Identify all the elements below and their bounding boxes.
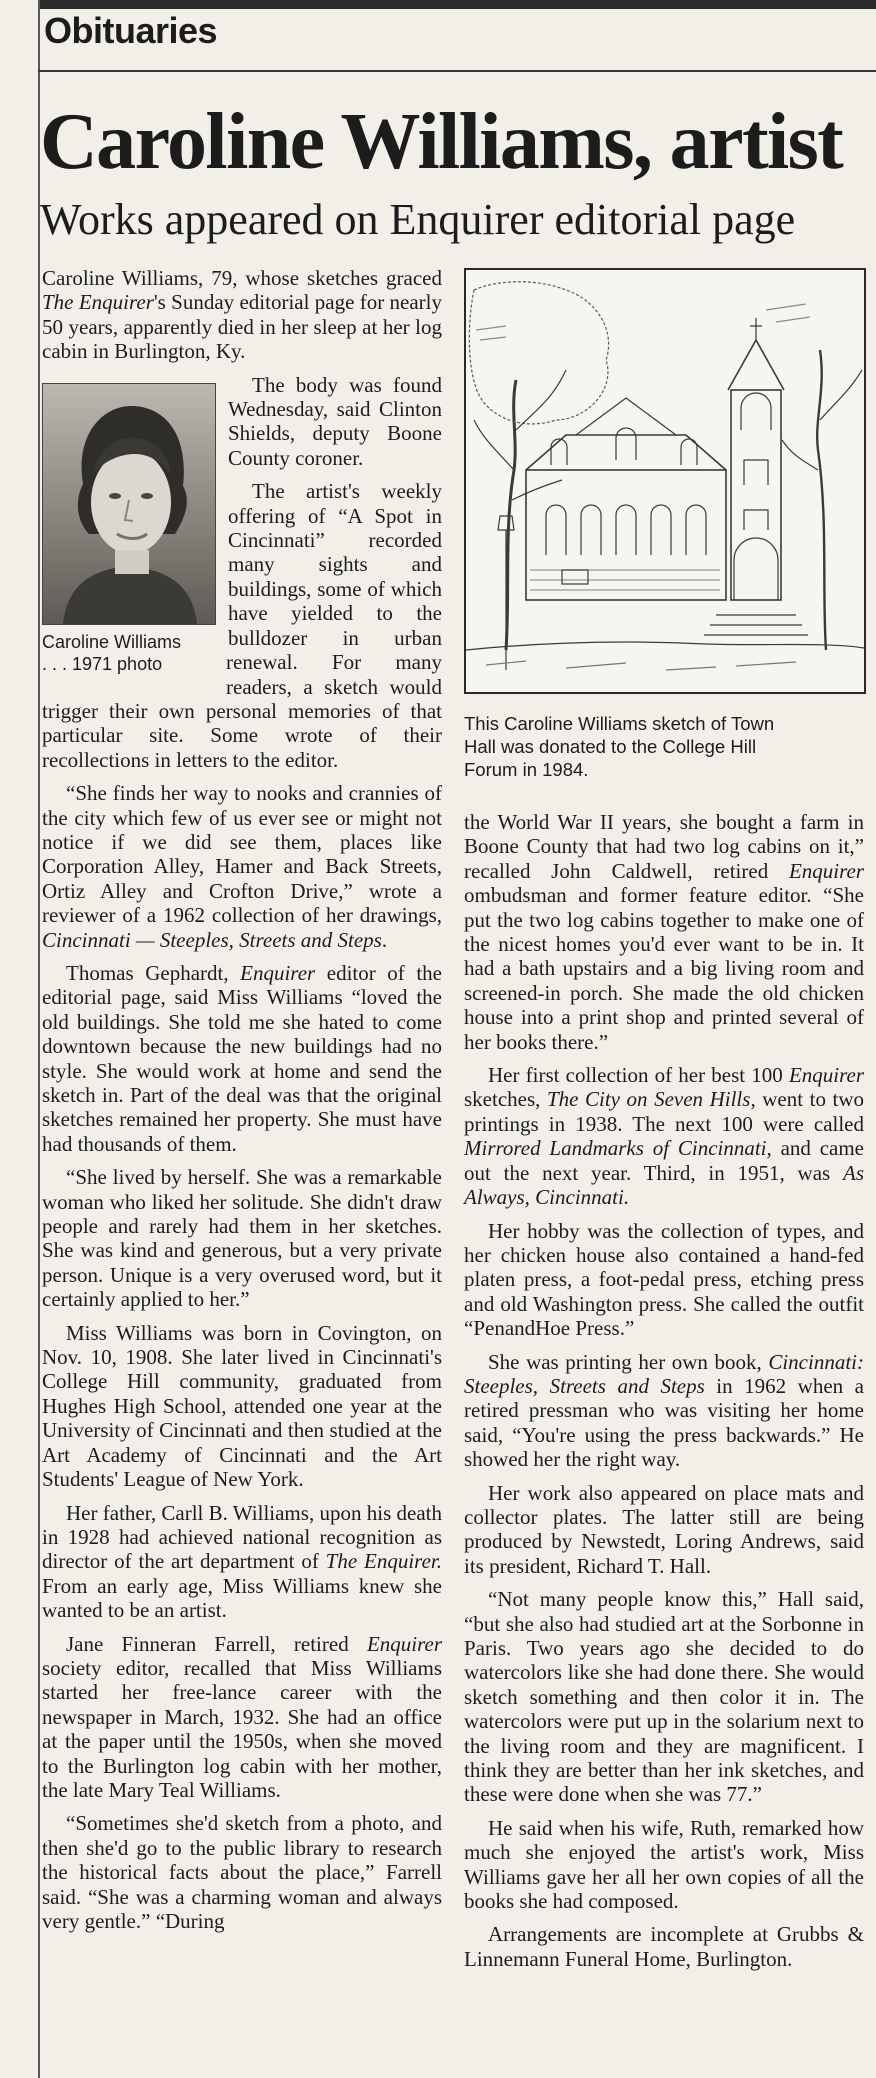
sketch-caption: This Caroline Williams sketch of Town Hall was donated to the College Hill Forum in 1984. — [464, 713, 775, 780]
paragraph — [42, 1501, 442, 1623]
paragraph — [464, 1063, 864, 1209]
portrait-photo — [42, 383, 216, 625]
italic-run: Cincinnati — Steeples, Streets and Steps — [42, 927, 382, 952]
text-run: He said when his wife, Ruth, remarked how much she enjoyed the artist's work, Miss Williams gave her all her own copies of all the books she had composed. — [464, 1815, 864, 1914]
article-column-2 — [464, 810, 864, 1980]
town-hall-sketch — [464, 268, 866, 694]
section-rule — [38, 70, 876, 72]
paragraph — [464, 1922, 864, 1971]
text-run: Her father, Carll B. Williams, upon his death in 1928 had achieved national recognition as director of the art department of — [42, 1500, 442, 1574]
text-run: editor of the editorial page, said Miss Williams “loved the old buildings. She told me she hated to come downtown because the new buildings had no style. She would work at home and send the sketch in. Part of the deal was that the original sketches remained her property. She must have had thousands of them. — [42, 960, 442, 1156]
text-run: “She lived by herself. She was a remarkable woman who liked her solitude. She didn't draw people and rarely had them in her sketches. She was kind and generous, but a very private person. Unique is a very overused word, but it certainly applied to her.” — [42, 1165, 442, 1312]
left-column-rule — [38, 0, 40, 2078]
photo-caption: Caroline Williams . . . 1971 photo — [42, 631, 182, 674]
text-run: 's Sunday editorial page for nearly 50 years, apparently died in her sleep at her log cabin in Burlington, Ky. — [42, 290, 442, 364]
article-column-1 — [42, 266, 442, 1942]
italic-run: Enquirer — [788, 858, 864, 883]
paragraph — [464, 1481, 864, 1579]
headline: Caroline Williams, artist — [40, 98, 843, 186]
text-run: sketches, — [464, 1087, 547, 1112]
text-run: Thomas Gephardt, — [66, 960, 241, 985]
paragraph — [464, 1587, 864, 1807]
text-run: society editor, recalled that Miss Williams started her free-lance career with the newspaper in March, 1932. She had an office at the paper until the 1950s, when she moved to the Burlington log cabin with her mother, the late Mary Teal Williams. — [42, 1655, 442, 1802]
portrait-image — [43, 384, 215, 624]
text-run: Her work also appeared on place mats and collector plates. The latter still are being produced by Newstedt, Loring Andrews, said its president, Richard T. Hall. — [464, 1480, 864, 1578]
italic-run: As Always, Cincinnati. — [464, 1160, 864, 1210]
italic-run: Enquirer — [240, 960, 316, 985]
section-title: Obituaries — [44, 10, 218, 51]
text-run: The body was found Wednesday, said Clinton Shields, deputy Boone County coroner. — [228, 372, 442, 470]
italic-run: The Enquirer. — [325, 1549, 442, 1574]
text-run: in 1962 when a retired pressman who was visiting her home said, “You're using the press backwards.” He showed her the right way. — [464, 1373, 864, 1472]
text-run: Her hobby was the collection of types, and her chicken house also contained a hand-fed platen press, a foot-pedal press, etching press and old Washington press. She called the outfit “PenandHoe Press.” — [464, 1218, 864, 1341]
text-run: “She finds her way to nooks and crannies of the city which few of us ever see or might not notice if we did see them, places like Corporation Alley, Hamer and Back Streets, Ortiz Alley and Crofton Drive,” wrote a reviewer of a 1962 collection of her drawings, — [42, 781, 442, 928]
italic-run: The City on Seven Hills, — [546, 1087, 756, 1112]
text-run: Miss Williams was born in Covington, on Nov. 10, 1908. She later lived in Cincinnati's College Hill community, graduated from Hughes High School, attended one year at the University of Cincinnati and then studied at the Art Academy of Cincinnati and the Art Students' League of New York. — [42, 1320, 442, 1492]
paragraph — [464, 810, 864, 1054]
text-run: “Not many people know this,” Hall said, “but she also had studied art at the Sorbonne in Paris. Two years ago she decided to do watercolors like she had done there. She would sketch something and then color it in. The watercolors were put up in the solarium next to the living room and they are magnificent. I think they are better than her ink sketches, and these were done when she was 77.” — [464, 1587, 864, 1807]
text-run: the World War II years, she bought a farm in Boone County that had two log cabins on it,” recalled John Caldwell, retired — [464, 810, 864, 883]
sketch-drawing — [466, 270, 864, 692]
text-run: . — [381, 927, 388, 952]
paragraph — [42, 1321, 442, 1492]
italic-run: Mirrored Landmarks of Cincinnati, — [464, 1136, 772, 1161]
text-run: From an early age, Miss Williams knew she wanted to be an artist. — [42, 1573, 442, 1623]
paragraph — [42, 1165, 442, 1311]
text-run: went to two printings in 1938. The next 100 were called — [464, 1087, 864, 1136]
paragraph — [42, 781, 442, 952]
italic-run: Enquirer — [366, 1631, 442, 1656]
text-run: Her first collection of her best 100 — [488, 1063, 789, 1088]
text-run: Arrangements are incomplete at Grubbs & Linnemann Funeral Home, Burlington. — [464, 1922, 864, 1971]
italic-run: Enquirer — [788, 1063, 864, 1088]
subheadline: Works appeared on Enquirer editorial page — [40, 195, 796, 244]
text-run: “Sometimes she'd sketch from a photo, and then she'd go to the public library to research the historical facts about the place,” Farrell said. “She was a charming woman and always very gentle.” “During — [42, 1811, 442, 1933]
text-run: and came out the next year. Third, in 1951, was — [464, 1136, 864, 1185]
paragraph — [464, 1219, 864, 1341]
text-run: She was printing her own book, — [488, 1349, 769, 1374]
paragraph — [42, 961, 442, 1156]
text-run: Caroline Williams, 79, whose sketches graced — [42, 266, 442, 290]
text-run: Jane Finneran Farrell, retired — [66, 1631, 367, 1656]
italic-run: Cincinnati: Steeples, Streets and Steps — [464, 1349, 864, 1398]
paragraph — [42, 266, 442, 364]
text-run: ombudsman and former feature editor. “She put the two log cabins together to make one of the nicest homes you'd ever want to be in. It had a bath upstairs and a big living room and screened-in porch. She made the old chicken house into a print shop and printed several of her books there.” — [464, 883, 864, 1054]
paragraph — [42, 1811, 442, 1933]
paragraph — [42, 1632, 442, 1803]
top-rule — [38, 0, 876, 9]
paragraph — [464, 1350, 864, 1472]
text-run: The artist's weekly offering of “A Spot in Cincinnati” recorded many sights and buildings, some of which have yielded to the bulldozer in urban renewal. For many readers, a sketch would trigger their own personal memories of that particular site. Some wrote of their recollections in letters to the editor. — [42, 479, 442, 772]
paragraph — [464, 1816, 864, 1914]
italic-run: The Enquirer — [42, 290, 154, 315]
